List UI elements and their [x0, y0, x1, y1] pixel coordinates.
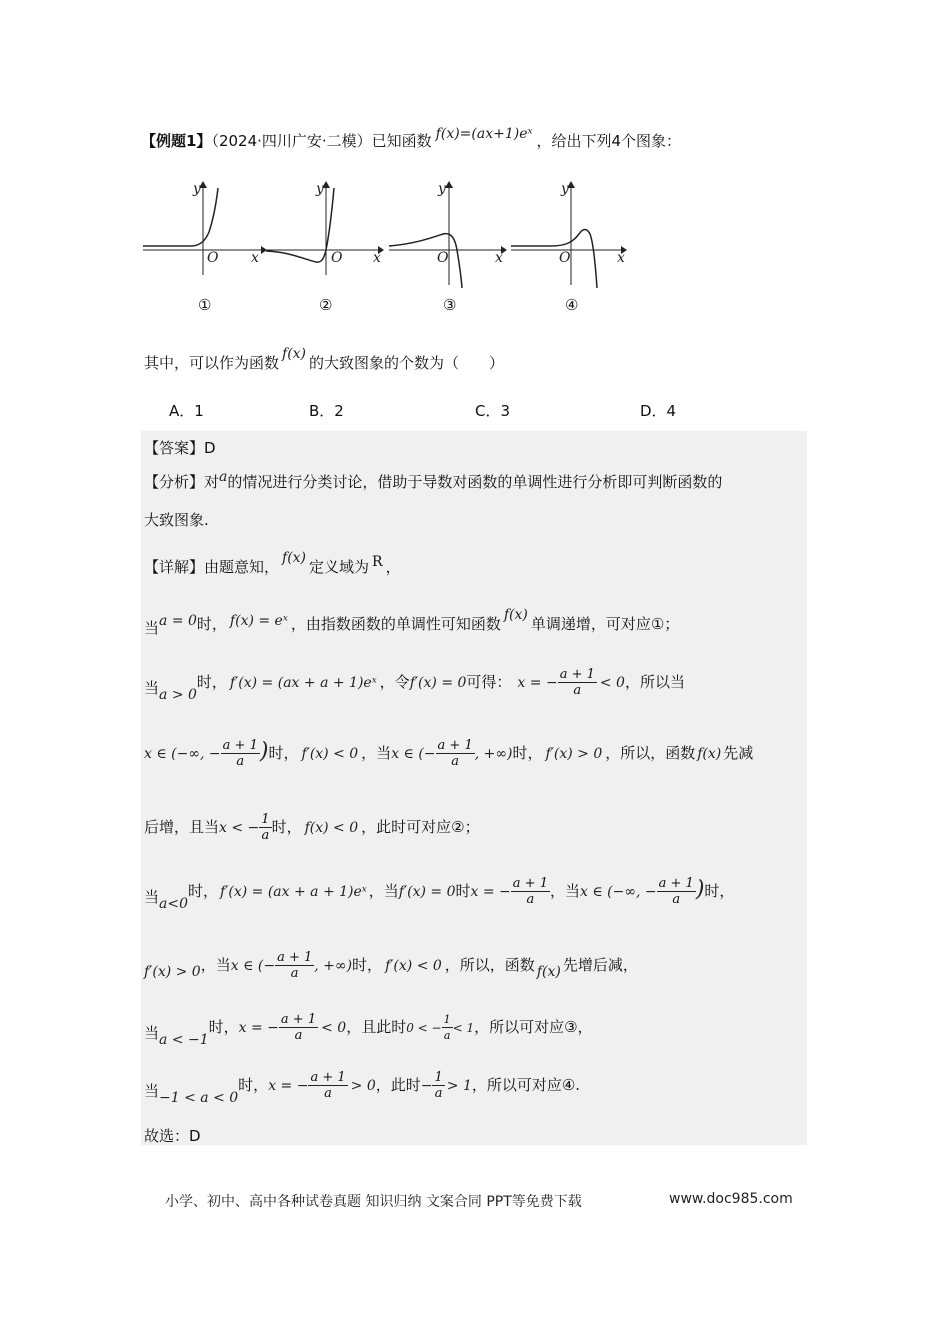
case2b-shi: 时，	[352, 956, 383, 974]
case2-x2: x ∈ (−∞, −	[579, 884, 657, 900]
case4-ineq-post: > 1	[446, 1078, 472, 1094]
case3-ineq-post: < 1	[452, 1021, 475, 1035]
case0-line	[144, 607, 680, 637]
case1-shi: 时，	[196, 673, 227, 691]
graph-1-label: ①	[198, 296, 212, 314]
case1b-xj: 先减	[723, 744, 754, 762]
case1-frac	[558, 667, 597, 698]
case2-shi: 时，	[188, 882, 219, 900]
case1b-frac	[221, 738, 260, 769]
case3-num: a + 1	[280, 1012, 317, 1027]
case4-x: x = −	[268, 1078, 309, 1094]
case1b-frac2	[436, 738, 475, 769]
case3-ineq-num: 1	[443, 1013, 451, 1026]
case4-end: ，所以可对应④.	[471, 1076, 581, 1094]
case1c-x: x < −	[219, 820, 260, 836]
graph-2-o: O	[331, 250, 343, 266]
problem-source: （2024·四川广安·二模）	[211, 132, 372, 150]
graph-2-y: y	[316, 181, 324, 197]
case4-ineq-frac	[432, 1070, 444, 1101]
detail-fx: f(x)	[282, 550, 307, 566]
problem-line	[141, 126, 682, 151]
case3-mid: ，且此时	[346, 1018, 407, 1036]
graph-3-o: O	[437, 250, 449, 266]
case2b-x: x ∈ (−	[230, 958, 276, 974]
graph-1	[143, 180, 268, 275]
case2b-zz: 先增后减，	[562, 956, 638, 974]
analysis-a: a	[219, 469, 228, 485]
case1c-frac	[259, 812, 271, 843]
case2b-frac	[275, 950, 314, 981]
case1c-pre: 后增，且当	[144, 818, 220, 836]
case4-line	[144, 1070, 581, 1106]
graph-4-o: O	[559, 250, 571, 266]
case1b-x2: x ∈ (−	[391, 746, 436, 762]
case2-den: a	[526, 892, 535, 907]
case4-ineq-den: a	[434, 1086, 443, 1101]
case3-cond: a < −1	[159, 1032, 209, 1048]
problem-intro: 已知函数	[371, 132, 432, 150]
case1-cond: a > 0	[159, 687, 197, 703]
case3-end: ，所以可对应③，	[474, 1018, 593, 1036]
footer-url[interactable]: www.doc985.com	[669, 1191, 793, 1207]
graph-3	[389, 180, 514, 290]
case0-shi: 时，	[196, 615, 227, 633]
case0-cond: a = 0	[159, 613, 197, 629]
case2-shi3: 时，	[704, 882, 735, 900]
detail-line	[144, 550, 401, 577]
case2-dang: ，当	[368, 882, 399, 900]
case1b-x: x ∈ (−∞, −	[144, 746, 221, 762]
case3-pre: 当	[144, 1024, 160, 1042]
case1b-frac-den: a	[236, 754, 245, 769]
case2-pre: 当	[144, 888, 160, 906]
case1-deriv: f′(x) = (ax + a + 1)eˣ	[229, 675, 377, 691]
option-b[interactable]: B．2	[309, 402, 344, 420]
case1b-line	[144, 738, 753, 769]
case4-gt: > 0	[350, 1078, 376, 1094]
case2-num: a + 1	[512, 876, 548, 891]
case1c-fx: f(x) < 0	[304, 820, 359, 836]
case1b-inf: , +∞)	[474, 746, 513, 762]
case1-frac-den: a	[573, 683, 582, 698]
case2b-dang: ，当	[200, 956, 231, 974]
question-fx: f(x)	[282, 346, 307, 362]
case0-pre: 当	[144, 619, 160, 637]
case1-frac-num: a + 1	[559, 667, 595, 682]
case1-ling: ，令	[379, 673, 410, 691]
case2-zero: f′(x) = 0	[398, 884, 456, 900]
case1b-shi: 时，	[268, 744, 299, 762]
case2b-fx: f(x)	[536, 964, 561, 980]
question-line	[144, 346, 505, 373]
graph-1-o: O	[207, 250, 219, 266]
case4-ineq-num: 1	[434, 1070, 443, 1085]
case4-mid: ，此时	[375, 1076, 421, 1094]
function-formula: f(x)=(ax+1)eˣ	[435, 126, 533, 142]
case1c-num: 1	[261, 812, 270, 827]
case3-lt: < 0	[321, 1020, 347, 1036]
analysis-2: 的情况进行分类讨论，借助于导数对函数的单调性进行分析即可判断函数的	[227, 473, 723, 491]
detail-3: ，	[385, 558, 401, 576]
case3-shi: 时，	[208, 1018, 239, 1036]
case2b-num: a + 1	[277, 950, 313, 965]
case4-shi: 时，	[238, 1076, 269, 1094]
case4-frac	[308, 1070, 347, 1101]
case2b-neg: f′(x) < 0	[385, 958, 442, 974]
analysis-line-1	[144, 471, 722, 492]
graph-3-label: ③	[443, 296, 457, 314]
graph-1-x: x	[251, 250, 259, 266]
detail-1: 【详解】由题意知，	[144, 558, 280, 576]
case2-line	[144, 876, 735, 912]
case1b-fx: f(x)	[697, 746, 722, 762]
graph-2-label: ②	[319, 296, 333, 314]
analysis-1: 【分析】对	[144, 473, 220, 491]
problem-tail: ，给出下列4个图象：	[536, 132, 682, 150]
case0-fx2: f(x)	[503, 607, 528, 623]
case1b-shi2: 时，	[512, 744, 543, 762]
case1b-frac2-num: a + 1	[437, 738, 473, 753]
footer-text: 小学、初中、高中各种试卷真题 知识归纳 文案合同 PPT等免费下载	[165, 1194, 582, 1210]
option-a[interactable]: A．1	[169, 402, 204, 420]
case1-x: x = −	[517, 675, 558, 691]
case2-frac	[511, 876, 550, 907]
graph-4-label: ④	[565, 296, 579, 314]
option-d[interactable]: D．4	[640, 402, 677, 420]
case2b-inf: , +∞)	[314, 958, 353, 974]
case3-ineq-frac	[442, 1012, 453, 1043]
problem-tag: 【例题1】	[141, 132, 212, 150]
case1b-frac-num: a + 1	[222, 738, 258, 753]
case4-den: a	[324, 1086, 332, 1101]
case0-fx: f(x) = eˣ	[229, 613, 288, 629]
question-post: 的大致图象的个数为（ ）	[309, 354, 505, 372]
detail-R: R	[372, 554, 383, 570]
case2-frac2	[657, 876, 696, 907]
detail-2: 定义域为	[309, 558, 370, 576]
case0-end: 单调递增，可对应①；	[530, 615, 680, 633]
option-c[interactable]: C．3	[475, 402, 511, 420]
case1c-line	[144, 812, 480, 843]
answer-line: 【答案】D	[144, 439, 216, 457]
case2-deriv: f′(x) = (ax + a + 1)eˣ	[220, 884, 367, 900]
graph-4-y: y	[561, 181, 569, 197]
case2-num2: a + 1	[658, 876, 694, 891]
case1-kede: 可得：	[466, 673, 512, 691]
case1b-dang: ，当	[361, 744, 392, 762]
case2-shi2: 时	[455, 882, 471, 900]
case3-frac	[279, 1012, 318, 1043]
case3-ineq-pre: 0 < −	[406, 1021, 442, 1035]
graph-3-x: x	[495, 250, 503, 266]
case2-x: x = −	[470, 884, 511, 900]
case1-end: ，所以当	[624, 673, 685, 691]
graph-1-y: y	[193, 181, 201, 197]
case3-x: x = −	[238, 1020, 279, 1036]
graph-4	[511, 180, 636, 290]
case1b-frac2-den: a	[451, 754, 460, 769]
case2b-den: a	[290, 966, 299, 981]
case1c-shi: 时，	[271, 818, 302, 836]
case2-close: )	[695, 877, 705, 902]
case1c-end: ，此时可对应②；	[361, 818, 480, 836]
case2-den2: a	[672, 892, 681, 907]
case3-den: a	[294, 1028, 303, 1043]
analysis-line-2: 大致图象.	[144, 511, 209, 529]
case4-num: a + 1	[310, 1070, 346, 1085]
case2b-pos: f′(x) > 0	[144, 964, 201, 980]
case1-lt: < 0	[599, 675, 625, 691]
case4-pre: 当	[144, 1082, 160, 1100]
case1b-pos: f′(x) > 0	[545, 746, 603, 762]
graph-3-y: y	[438, 181, 446, 197]
case1b-close: )	[259, 739, 269, 764]
question-pre: 其中，可以作为函数	[144, 354, 280, 372]
final-answer: 故选：D	[144, 1127, 201, 1145]
case4-ineq-pre: −	[420, 1078, 433, 1094]
case2b-end: ，所以，函数	[444, 956, 535, 974]
case4-cond: −1 < a < 0	[159, 1090, 239, 1106]
graph-4-x: x	[617, 250, 625, 266]
graph-2-x: x	[373, 250, 381, 266]
case1c-den: a	[261, 828, 270, 843]
case2-dang2: ，当	[549, 882, 580, 900]
case2b-line	[144, 950, 638, 981]
case1b-neg: f′(x) < 0	[301, 746, 359, 762]
case1-line	[144, 667, 685, 703]
case0-text: ，由指数函数的单调性可知函数	[290, 615, 501, 633]
case3-ineq-den: a	[443, 1029, 451, 1042]
case3-line	[144, 1012, 593, 1048]
case1-zero: f′(x) = 0	[409, 675, 467, 691]
case1-pre: 当	[144, 679, 160, 697]
case2-cond: a<0	[159, 896, 188, 912]
case1b-end: ，所以，函数	[605, 744, 696, 762]
